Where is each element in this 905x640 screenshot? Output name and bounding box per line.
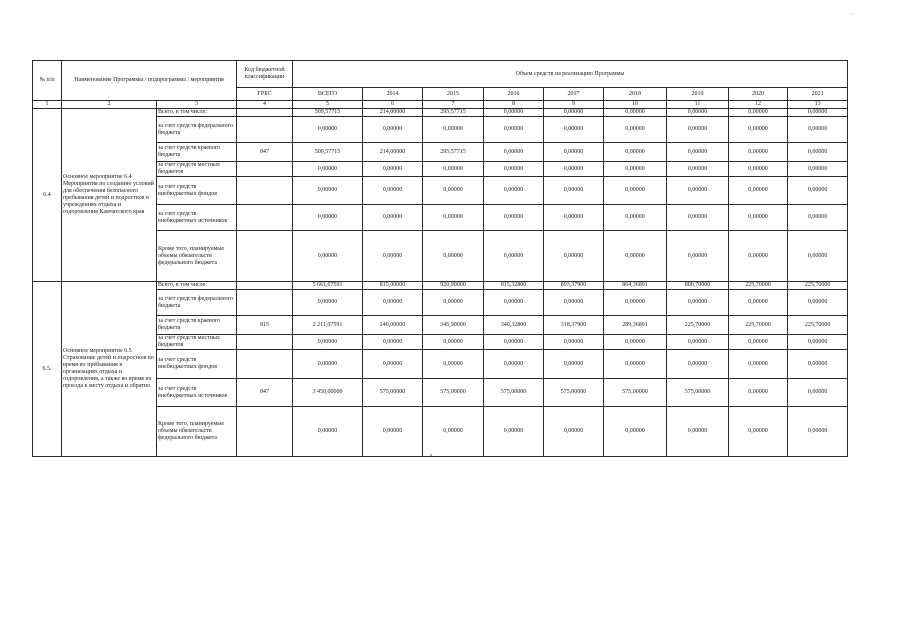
year-value: 214,00000 (363, 143, 423, 162)
item-number: 6.4 (33, 109, 62, 282)
funding-source: Всего, в том числе: (157, 282, 237, 290)
year-value: 0,00000 (544, 143, 604, 162)
year-value: 0,00000 (788, 290, 848, 316)
year-value: 0,00000 (423, 350, 484, 379)
year-value: 0,00000 (667, 290, 729, 316)
grbs-code (237, 290, 293, 316)
year-value: 0,00000 (667, 407, 729, 457)
year-value: 0,00000 (729, 290, 788, 316)
column-number: 6 (363, 101, 423, 109)
year-value: 864,36891 (604, 282, 667, 290)
grbs-code (237, 205, 293, 231)
funding-source: за счет средств внебюджетных источников (157, 205, 237, 231)
table-header (33, 61, 848, 109)
year-value: 0,00000 (729, 143, 788, 162)
column-numbers-row (33, 101, 848, 109)
total-value: 3 450,00000 (293, 379, 363, 407)
year-value: 345,90000 (423, 316, 484, 335)
year-value: 0,00000 (363, 177, 423, 205)
column-number: 4 (237, 101, 293, 109)
total-value: 509,57715 (293, 143, 363, 162)
header-grbs: ГРБС (237, 88, 293, 101)
year-value: 0,00000 (604, 335, 667, 350)
header-year: 2020 (729, 88, 788, 101)
year-value: 214,00000 (363, 109, 423, 117)
header-name: Наименование Программы / подпрограммы / мероприятия (62, 61, 237, 101)
funding-source: за счет средств федерального бюджета (157, 290, 237, 316)
year-value: 0,00000 (363, 231, 423, 282)
year-value: 0,00000 (484, 231, 544, 282)
year-value: 0,00000 (604, 205, 667, 231)
year-value: 0,00000 (788, 177, 848, 205)
total-value: 0,00000 (293, 335, 363, 350)
year-value: 0,00000 (788, 350, 848, 379)
total-value: 0,00000 (293, 290, 363, 316)
year-value: 225,70000 (667, 316, 729, 335)
year-value: 0,00000 (667, 205, 729, 231)
page-mark: - (852, 12, 854, 17)
year-value: 225,70000 (788, 282, 848, 290)
year-value: 0,00000 (788, 117, 848, 143)
header-year: 2016 (484, 88, 544, 101)
table-body (33, 109, 848, 457)
year-value: 0,00000 (667, 117, 729, 143)
year-value: 575,00000 (363, 379, 423, 407)
year-value: 0,00000 (667, 109, 729, 117)
year-value: 0,00000 (729, 117, 788, 143)
year-value: 0,00000 (544, 335, 604, 350)
year-value: 0,00000 (363, 117, 423, 143)
year-value: 0,00000 (667, 350, 729, 379)
year-value: 240,00000 (363, 316, 423, 335)
year-value: 0,00000 (484, 290, 544, 316)
year-value: 0,00000 (667, 177, 729, 205)
year-value: 0,00000 (729, 205, 788, 231)
year-value: 0,00000 (604, 177, 667, 205)
grbs-code (237, 282, 293, 290)
header-num: № п/п (33, 61, 62, 101)
funding-source: за счет средств краевого бюджета (157, 143, 237, 162)
year-value: 0,00000 (604, 143, 667, 162)
year-value: 0,00000 (788, 205, 848, 231)
total-value: 509,57715 (293, 109, 363, 117)
year-value: 800,70000 (667, 282, 729, 290)
total-value: 0,00000 (293, 205, 363, 231)
column-number: 9 (544, 101, 604, 109)
year-value: 0,00000 (729, 335, 788, 350)
year-value: 0,00000 (544, 290, 604, 316)
year-value: 0,00000 (423, 335, 484, 350)
year-value: 0,00000 (788, 143, 848, 162)
column-number: 1 (33, 101, 62, 109)
funding-source: Всего, в том числе: (157, 109, 237, 117)
total-value: 2 211,07591 (293, 316, 363, 335)
total-value: 0,00000 (293, 117, 363, 143)
column-number: 11 (667, 101, 729, 109)
year-value: 318,37900 (544, 316, 604, 335)
year-value: 0,00000 (604, 290, 667, 316)
header-year: 2018 (604, 88, 667, 101)
total-value: 0,00000 (293, 231, 363, 282)
year-value: 0,00000 (544, 162, 604, 177)
year-value: 0,00000 (363, 335, 423, 350)
year-value: 0,00000 (423, 407, 484, 457)
year-value: 0,00000 (729, 231, 788, 282)
year-value: 0,00000 (484, 162, 544, 177)
funding-source: за счет средств внебюджетных фондов (157, 177, 237, 205)
year-value: 920,90000 (423, 282, 484, 290)
header-year: 2019 (667, 88, 729, 101)
year-value: 340,32800 (484, 316, 544, 335)
year-value: 0,00000 (363, 407, 423, 457)
year-value: 0,00000 (604, 162, 667, 177)
year-value: 225,70000 (729, 316, 788, 335)
year-value: 0,00000 (544, 177, 604, 205)
funding-source: Кроме того, планируемые объемы обязательств федерального бюджета (157, 231, 237, 282)
column-number: 8 (484, 101, 544, 109)
column-number: 7 (423, 101, 484, 109)
year-value: 0,00000 (363, 162, 423, 177)
year-value: 0,00000 (423, 231, 484, 282)
grbs-code (237, 231, 293, 282)
grbs-code: 815 (237, 316, 293, 335)
grbs-code: 847 (237, 379, 293, 407)
column-number: 12 (729, 101, 788, 109)
grbs-code (237, 350, 293, 379)
item-name: Основное мероприятие 6.4 Мероприятия по созданию условий для обеспечения безопасного пребывания детей и подростков в учреждениях отдыха и оздоровления Камчатского края (62, 109, 157, 282)
table-row (33, 109, 848, 117)
funding-source: за счет средств внебюджетных источников (157, 379, 237, 407)
year-value: 0,00000 (544, 407, 604, 457)
header-code: Код бюджетной классификации (237, 61, 293, 88)
year-value: 0,00000 (729, 109, 788, 117)
year-value: 0,00000 (363, 350, 423, 379)
year-value: 575,00000 (544, 379, 604, 407)
column-number: 13 (788, 101, 848, 109)
total-value: 0,00000 (293, 162, 363, 177)
year-value: 0,00000 (604, 109, 667, 117)
year-value: 0,00000 (729, 162, 788, 177)
year-value: 0,00000 (788, 407, 848, 457)
year-value: 0,00000 (423, 290, 484, 316)
year-value: 289,36891 (604, 316, 667, 335)
year-value: 0,00000 (484, 335, 544, 350)
year-value: 575,00000 (484, 379, 544, 407)
grbs-code (237, 109, 293, 117)
year-value: 0,00000 (484, 407, 544, 457)
year-value: 0,00000 (544, 350, 604, 379)
year-value: 575,00000 (667, 379, 729, 407)
year-value: 295,57715 (423, 109, 484, 117)
column-number: 5 (293, 101, 363, 109)
column-number: 10 (604, 101, 667, 109)
year-value: 0,00000 (604, 407, 667, 457)
year-value: 575,00000 (604, 379, 667, 407)
funding-source: за счет средств местных бюджетов (157, 335, 237, 350)
grbs-code (237, 162, 293, 177)
scan-speck (430, 454, 432, 456)
year-value: 225,70000 (788, 316, 848, 335)
year-value: 0,00000 (667, 335, 729, 350)
year-value: 0,00000 (484, 177, 544, 205)
year-value: 0,00000 (484, 109, 544, 117)
year-value: 0,00000 (423, 177, 484, 205)
year-value: 0,00000 (604, 231, 667, 282)
year-value: 0,00000 (729, 350, 788, 379)
header-volume: Объем средств на реализацию Программы (293, 61, 848, 88)
item-name: Основное мероприятие 6.5 Страхование детей и подростков во время их пребывания в организациях отдыха и оздоровления, а также во время их проезда к месту отдыха и обратно (62, 282, 157, 457)
year-value: 295,57715 (423, 143, 484, 162)
year-value: 0,00000 (604, 350, 667, 379)
header-year: 2015 (423, 88, 484, 101)
column-number: 2 (62, 101, 157, 109)
year-value: 0,00000 (729, 407, 788, 457)
year-value: 0,00000 (423, 205, 484, 231)
year-value: 0,00000 (544, 231, 604, 282)
year-value: 0,00000 (788, 379, 848, 407)
grbs-code (237, 407, 293, 457)
year-value: 0,00000 (363, 290, 423, 316)
year-value: 0,00000 (729, 177, 788, 205)
total-value: 0,00000 (293, 407, 363, 457)
funding-source: за счет средств местных бюджетов (157, 162, 237, 177)
grbs-code: 847 (237, 143, 293, 162)
year-value: 0,00000 (544, 205, 604, 231)
year-value: 0,00000 (484, 143, 544, 162)
header-year: 2021 (788, 88, 848, 101)
total-value: 0,00000 (293, 177, 363, 205)
year-value: 0,00000 (667, 143, 729, 162)
year-value: 915,32800 (484, 282, 544, 290)
year-value: 0,00000 (667, 231, 729, 282)
year-value: 0,00000 (788, 231, 848, 282)
year-value: 0,00000 (484, 205, 544, 231)
funding-source: Кроме того, планируемые объемы обязательств федерального бюджета (157, 407, 237, 457)
year-value: 0,00000 (604, 117, 667, 143)
year-value: 0,00000 (423, 162, 484, 177)
year-value: 815,00000 (363, 282, 423, 290)
funding-source: за счет средств внебюджетных фондов (157, 350, 237, 379)
item-number: 6.5. (33, 282, 62, 457)
funding-source: за счет средств федерального бюджета (157, 117, 237, 143)
total-value: 0,00000 (293, 350, 363, 379)
year-value: 0,00000 (788, 162, 848, 177)
year-value: 0,00000 (363, 205, 423, 231)
header-total: ВСЕГО (293, 88, 363, 101)
header-year: 2014 (363, 88, 423, 101)
funding-source: за счет средств краевого бюджета (157, 316, 237, 335)
year-value: 0,00000 (544, 109, 604, 117)
year-value: 0,00000 (484, 117, 544, 143)
grbs-code (237, 177, 293, 205)
year-value: 0,00000 (484, 350, 544, 379)
year-value: 0,00000 (788, 109, 848, 117)
year-value: 0,00000 (788, 335, 848, 350)
total-value: 5 661,07591 (293, 282, 363, 290)
year-value: 225,70000 (729, 282, 788, 290)
grbs-code (237, 335, 293, 350)
year-value: 0,00000 (667, 162, 729, 177)
budget-table (32, 60, 848, 457)
year-value: 575,00000 (423, 379, 484, 407)
grbs-code (237, 117, 293, 143)
year-value: 0,00000 (544, 117, 604, 143)
year-value: 0,00000 (729, 379, 788, 407)
header-year: 2017 (544, 88, 604, 101)
year-value: 893,37900 (544, 282, 604, 290)
column-number: 3 (157, 101, 237, 109)
table-row (33, 282, 848, 290)
year-value: 0,00000 (423, 117, 484, 143)
